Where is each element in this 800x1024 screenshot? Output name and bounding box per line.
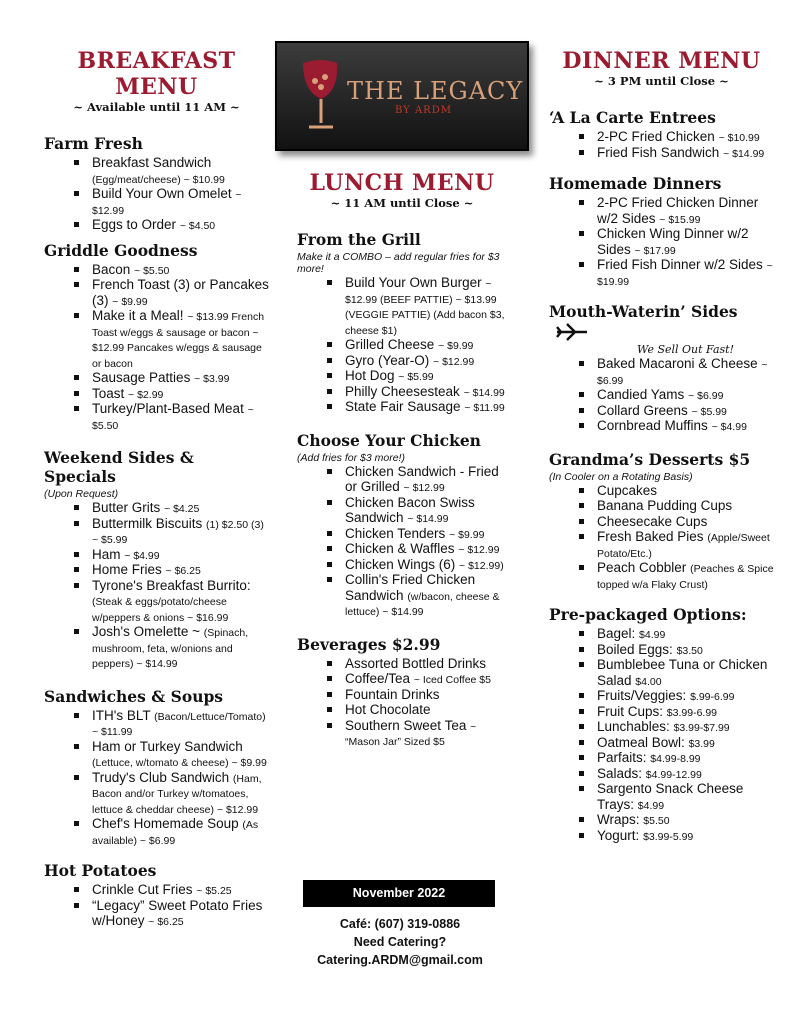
section-note: (Add fries for $3 more!) [297, 451, 405, 464]
item-price: $4.99 [637, 799, 665, 812]
menu-item [579, 418, 774, 434]
item-price: $3.99-6.99 [666, 706, 718, 719]
menu-item [579, 626, 774, 642]
item-price: ~ $12.99 [92, 189, 242, 217]
menu-item [579, 828, 774, 844]
item-name: Collin's Fried Chicken Sandwich [345, 572, 476, 603]
menu-item [579, 226, 774, 257]
section-note: Make it a COMBO – add regular fries for $3 more! [297, 251, 500, 275]
menu-item [579, 195, 774, 226]
section-heading: Grandma’s Desserts $5 [549, 449, 751, 469]
lunch-column [297, 170, 507, 749]
item-price: ~ $3.99 [194, 373, 230, 385]
item-price: ~ $12.99 [458, 544, 500, 556]
section-heading: Sandwiches & Soups [44, 686, 224, 706]
item-price: $4.99 [639, 629, 666, 641]
menu-item [327, 671, 507, 687]
menu-item [74, 401, 269, 432]
item-price: $5.50 [643, 815, 670, 827]
item-price: ~ $14.99 [463, 386, 505, 399]
menu-item-list [297, 275, 507, 415]
item-price: (As available) ~ $6.99 [92, 819, 259, 847]
section-heading: Pre-packaged Options: [549, 605, 747, 624]
item-name: Cornbread Muffins [597, 418, 708, 433]
item-name: Southern Sweet Tea [345, 717, 467, 733]
item-name: Gyro (Year-O) [345, 352, 430, 368]
item-name: Trudy's Club Sandwich [92, 769, 230, 785]
menu-item [74, 155, 269, 186]
item-price: ~ $12.99 [433, 355, 475, 368]
menu-item [327, 656, 507, 672]
section-heading: Homemade Dinners [549, 174, 722, 193]
breakfast-sections [44, 134, 269, 929]
menu-item [579, 781, 774, 812]
item-name: Sargento Snack Cheese Trays: [597, 781, 744, 812]
item-price: $.99-6.99 [690, 691, 735, 703]
item-price: ~ $6.99 [597, 359, 768, 387]
menu-item-list [549, 195, 774, 288]
menu-item [579, 704, 774, 720]
item-price: ~ $12.99) [459, 559, 504, 572]
item-name: Make it a Meal! [92, 308, 184, 323]
menu-item [327, 464, 507, 495]
item-name: Fruits/Veggies: [597, 688, 687, 703]
dinner-column [549, 48, 774, 843]
item-name: Chef's Homemade Soup [92, 816, 239, 831]
item-name: Fresh Baked Pies [597, 529, 704, 544]
item-name: Chicken Sandwich - Fried or Grilled [345, 463, 499, 494]
item-price: ~ Iced Coffee $5 [413, 674, 491, 686]
contact-block [290, 915, 510, 969]
menu-item [579, 529, 774, 560]
menu-item [579, 735, 774, 751]
menu-item [327, 384, 507, 400]
menu-item [327, 526, 507, 542]
menu-item [579, 766, 774, 782]
item-name: ITH's BLT [92, 707, 151, 723]
section-note: (In Cooler on a Rotating Basis) [549, 470, 693, 483]
item-name: Ham [92, 546, 121, 562]
item-name: Home Fries [92, 562, 162, 577]
item-name: Hot Chocolate [345, 702, 431, 717]
item-name: Parfaits: [597, 750, 647, 765]
dinner-title: DINNER MENU [562, 48, 761, 74]
item-name: 2-PC Fried Chicken [597, 129, 715, 144]
item-price: ~ $9.99 [438, 340, 474, 352]
item-name: Coffee/Tea [345, 671, 411, 686]
item-name: Buttermilk Biscuits [92, 515, 203, 531]
item-name: Fried Fish Sandwich [597, 144, 720, 160]
item-price: ~ $4.99 [124, 549, 160, 562]
item-name: Chicken Wing Dinner w/2 Sides [597, 226, 749, 257]
menu-item [74, 308, 269, 370]
menu-item-list [44, 882, 269, 929]
item-name: Chicken Wings (6) [345, 556, 456, 572]
menu-item [579, 750, 774, 766]
item-name: Philly Cheesesteak [345, 383, 460, 399]
item-price: ~ $5.99 [398, 371, 434, 383]
dinner-sections [549, 108, 774, 843]
item-price: ~ $5.25 [196, 885, 232, 897]
menu-item [579, 688, 774, 704]
legacy-logo [275, 41, 529, 151]
menu-item [579, 719, 774, 735]
item-price: ~ $17.99 [634, 244, 676, 257]
menu-item-list [44, 155, 269, 233]
menu-item-list [549, 626, 774, 843]
menu-item [74, 186, 269, 217]
item-name: Oatmeal Bowl: [597, 734, 685, 750]
menu-item-list [297, 464, 507, 619]
item-price: (Ham, Bacon and/or Turkey w/tomatoes, lettuce & cheddar cheese) ~ $12.99 [92, 772, 262, 816]
item-name: Lunchables: [597, 719, 670, 734]
item-name: Cheesecake Cups [597, 513, 708, 529]
item-price: ~ $5.99 [691, 405, 727, 418]
breakfast-title: BREAKFAST MENU [77, 48, 236, 100]
item-name: Bagel: [597, 626, 636, 641]
item-name: Crinkle Cut Fries [92, 882, 193, 897]
menu-item [579, 257, 774, 288]
item-name: Candied Yams [597, 387, 685, 402]
item-price: (1) $2.50 (3) ~ $5.99 [92, 518, 264, 546]
menu-item [327, 337, 507, 353]
section-heading-text: Mouth-Waterin’ Sides [549, 302, 738, 321]
section-heading: ‘A La Carte Entrees [549, 108, 716, 127]
breakfast-column [44, 48, 269, 929]
item-name: Butter Grits [92, 500, 161, 515]
item-price: ~ $9.99 [112, 295, 148, 308]
menu-item [327, 687, 507, 703]
item-price: ~ $13.99 French Toast w/eggs & sausage or bacon ~ $12.99 Pancakes w/eggs & sausage or bacon [92, 311, 265, 370]
item-price: (Spinach, mushroom, feta, w/onions and peppers) ~ $14.99 [92, 627, 249, 670]
menu-item [327, 541, 507, 557]
item-price: (Bacon/Lettuce/Tomato) ~ $11.99 [92, 710, 266, 738]
item-name: “Legacy” Sweet Potato Fries w/Honey [92, 897, 263, 928]
item-name: Ham or Turkey Sandwich [92, 738, 243, 754]
logo-by: BY ARDM [395, 105, 452, 116]
item-price: (Steak & eggs/potato/cheese w/peppers & onions ~ $16.99 [92, 596, 229, 624]
item-name: Breakfast Sandwich [92, 155, 212, 170]
menu-item [74, 739, 269, 770]
menu-item [579, 498, 774, 514]
dinner-subtitle: ~ 3 PM until Close ~ [594, 74, 729, 88]
item-price: (Egg/meat/cheese) ~ $10.99 [92, 173, 225, 186]
airplane-icon [555, 323, 589, 341]
item-price: ~ $12.99 (BEEF PATTIE) ~ $13.99 (VEGGIE PATTIE) (Add bacon $3, cheese $1) [345, 278, 505, 337]
item-name: Fried Fish Dinner w/2 Sides [597, 257, 763, 272]
menu-item [327, 353, 507, 369]
item-price: ~ $14.99 [407, 513, 449, 525]
section-heading: Beverages $2.99 [297, 634, 441, 654]
item-price: (Peaches & Spice topped w/a Flaky Crust) [597, 563, 774, 591]
item-name: Fountain Drinks [345, 686, 440, 702]
item-name: Wraps: [597, 812, 640, 827]
section-heading: Griddle Goodness [44, 240, 198, 260]
menu-item [74, 262, 269, 278]
menu-item [74, 516, 269, 547]
menu-item-list [549, 356, 774, 434]
menu-item [579, 483, 774, 499]
menu-item [74, 562, 269, 578]
menu-item [579, 129, 774, 145]
item-name: State Fair Sausage [345, 399, 461, 414]
section-heading: Weekend Sides & Specials [44, 448, 194, 486]
item-name: Turkey/Plant-Based Meat [92, 401, 244, 416]
cafe-phone: Café: (607) 319-0886 [339, 917, 461, 931]
item-name: Grilled Cheese [345, 337, 435, 352]
item-name: Hot Dog [345, 368, 395, 383]
menu-item [74, 816, 269, 847]
item-price: ~ $4.25 [164, 503, 200, 515]
date-banner: November 2022 [303, 880, 495, 907]
menu-item [579, 560, 774, 591]
logo-name: THE LEGACY [347, 77, 524, 105]
item-name: Toast [92, 385, 125, 401]
item-name: Boiled Eggs: [597, 641, 673, 657]
item-price: ~ $12.99 [403, 482, 445, 494]
item-name: Bumblebee Tuna or Chicken Salad [597, 657, 768, 688]
item-name: Chicken Bacon Swiss Sandwich [345, 494, 475, 525]
menu-item-list [44, 708, 269, 848]
catering-prompt: Need Catering? [353, 935, 447, 949]
item-name: Josh's Omelette ~ [92, 624, 200, 639]
menu-item [579, 514, 774, 530]
menu-item [327, 495, 507, 526]
menu-item [579, 356, 774, 387]
item-name: Build Your Own Omelet [92, 186, 232, 201]
item-price: $3.99-$7.99 [673, 722, 730, 734]
menu-item [74, 898, 269, 929]
item-name: 2-PC Fried Chicken Dinner w/2 Sides [597, 195, 759, 226]
item-name: Bacon [92, 261, 131, 277]
section-heading [549, 302, 774, 341]
item-price: $3.99-5.99 [643, 830, 694, 843]
item-price: ~ $6.25 [148, 916, 184, 928]
section-heading: Farm Fresh [44, 134, 143, 153]
menu-item [579, 145, 774, 161]
menu-item [74, 770, 269, 817]
item-name: Fruit Cups: [597, 703, 664, 719]
item-price: $4.00 [635, 675, 662, 688]
item-name: Banana Pudding Cups [597, 498, 733, 513]
item-name: Baked Macaroni & Cheese [597, 356, 758, 371]
menu-item-list [297, 656, 507, 749]
item-name: French Toast (3) or Pancakes (3) [92, 277, 269, 308]
item-price: ~ $6.99 [688, 390, 724, 402]
lunch-subtitle: ~ 11 AM until Close ~ [330, 196, 474, 210]
menu-item [579, 812, 774, 828]
menu-item [74, 277, 269, 308]
item-name: Assorted Bottled Drinks [345, 655, 487, 671]
item-name: Eggs to Order [92, 217, 177, 232]
breakfast-subtitle: ~ Available until 11 AM ~ [73, 100, 240, 114]
menu-item [74, 624, 269, 671]
section-heading: Choose Your Chicken [297, 430, 481, 450]
menu-item [327, 572, 507, 619]
menu-item [327, 702, 507, 718]
menu-item [74, 708, 269, 739]
menu-item [579, 403, 774, 419]
item-name: Chicken & Waffles [345, 541, 455, 556]
section-heading: From the Grill [297, 230, 421, 249]
menu-item [579, 642, 774, 658]
lunch-sections [297, 230, 507, 749]
item-price: ~ $5.50 [92, 404, 254, 432]
item-price: ~ $2.99 [128, 388, 164, 401]
menu-item [579, 657, 774, 688]
item-price: (w/bacon, cheese & lettuce) ~ $14.99 [345, 590, 500, 618]
item-name: Sausage Patties [92, 370, 191, 385]
menu-item [327, 718, 507, 749]
menu-item [74, 500, 269, 516]
menu-item [327, 557, 507, 573]
menu-item [327, 399, 507, 415]
menu-item [74, 386, 269, 402]
item-name: Yogurt: [597, 827, 640, 843]
item-price: $4.99-12.99 [645, 768, 702, 781]
section-heading: Hot Potatoes [44, 861, 157, 880]
item-price: ~ $4.50 [179, 220, 216, 232]
item-price: $3.50 [676, 644, 703, 657]
item-price: ~ $9.99 [449, 528, 485, 541]
item-price: ~ $14.99 [723, 147, 765, 160]
item-name: Peach Cobbler [597, 560, 687, 575]
section-tagline: We Sell Out Fast! [637, 343, 734, 356]
menu-item [74, 882, 269, 898]
menu-item [74, 547, 269, 563]
item-price: ~ $15.99 [659, 213, 701, 226]
section-note: (Upon Request) [44, 488, 119, 500]
item-price: ~ $4.99 [711, 421, 747, 433]
item-name: Tyrone's Breakfast Burrito: [92, 577, 251, 593]
item-price: $4.99-8.99 [650, 753, 701, 765]
menu-item-list [44, 262, 269, 433]
item-price: $3.99 [688, 737, 715, 750]
item-price: ~ $10.99 [718, 132, 760, 144]
item-price: (Apple/Sweet Potato/Etc.) [597, 532, 770, 560]
item-price: ~ $6.25 [165, 565, 201, 577]
wine-glass-icon [291, 57, 351, 137]
catering-email[interactable]: Catering.ARDM@gmail.com [317, 953, 483, 967]
menu-item-list [44, 500, 269, 671]
item-price: ~ “Mason Jar” Sized $5 [345, 720, 477, 748]
menu-item [327, 275, 507, 337]
item-name: Cupcakes [597, 482, 658, 498]
menu-item-list [549, 129, 774, 160]
item-price: ~ $5.50 [134, 264, 170, 277]
item-name: Collard Greens [597, 402, 688, 418]
menu-item [74, 578, 269, 625]
menu-item [74, 370, 269, 386]
item-name: Salads: [597, 765, 643, 781]
menu-item-list [549, 483, 774, 592]
item-price: ~ $19.99 [597, 260, 773, 288]
item-price: (Lettuce, w/tomato & cheese) ~ $9.99 [92, 757, 267, 769]
item-price: ~ $11.99 [464, 402, 505, 414]
lunch-title: LUNCH MENU [309, 170, 495, 196]
item-name: Chicken Tenders [345, 525, 446, 541]
menu-item [579, 387, 774, 403]
item-name: Build Your Own Burger [345, 275, 482, 290]
menu-item [74, 217, 269, 233]
menu-item [327, 368, 507, 384]
